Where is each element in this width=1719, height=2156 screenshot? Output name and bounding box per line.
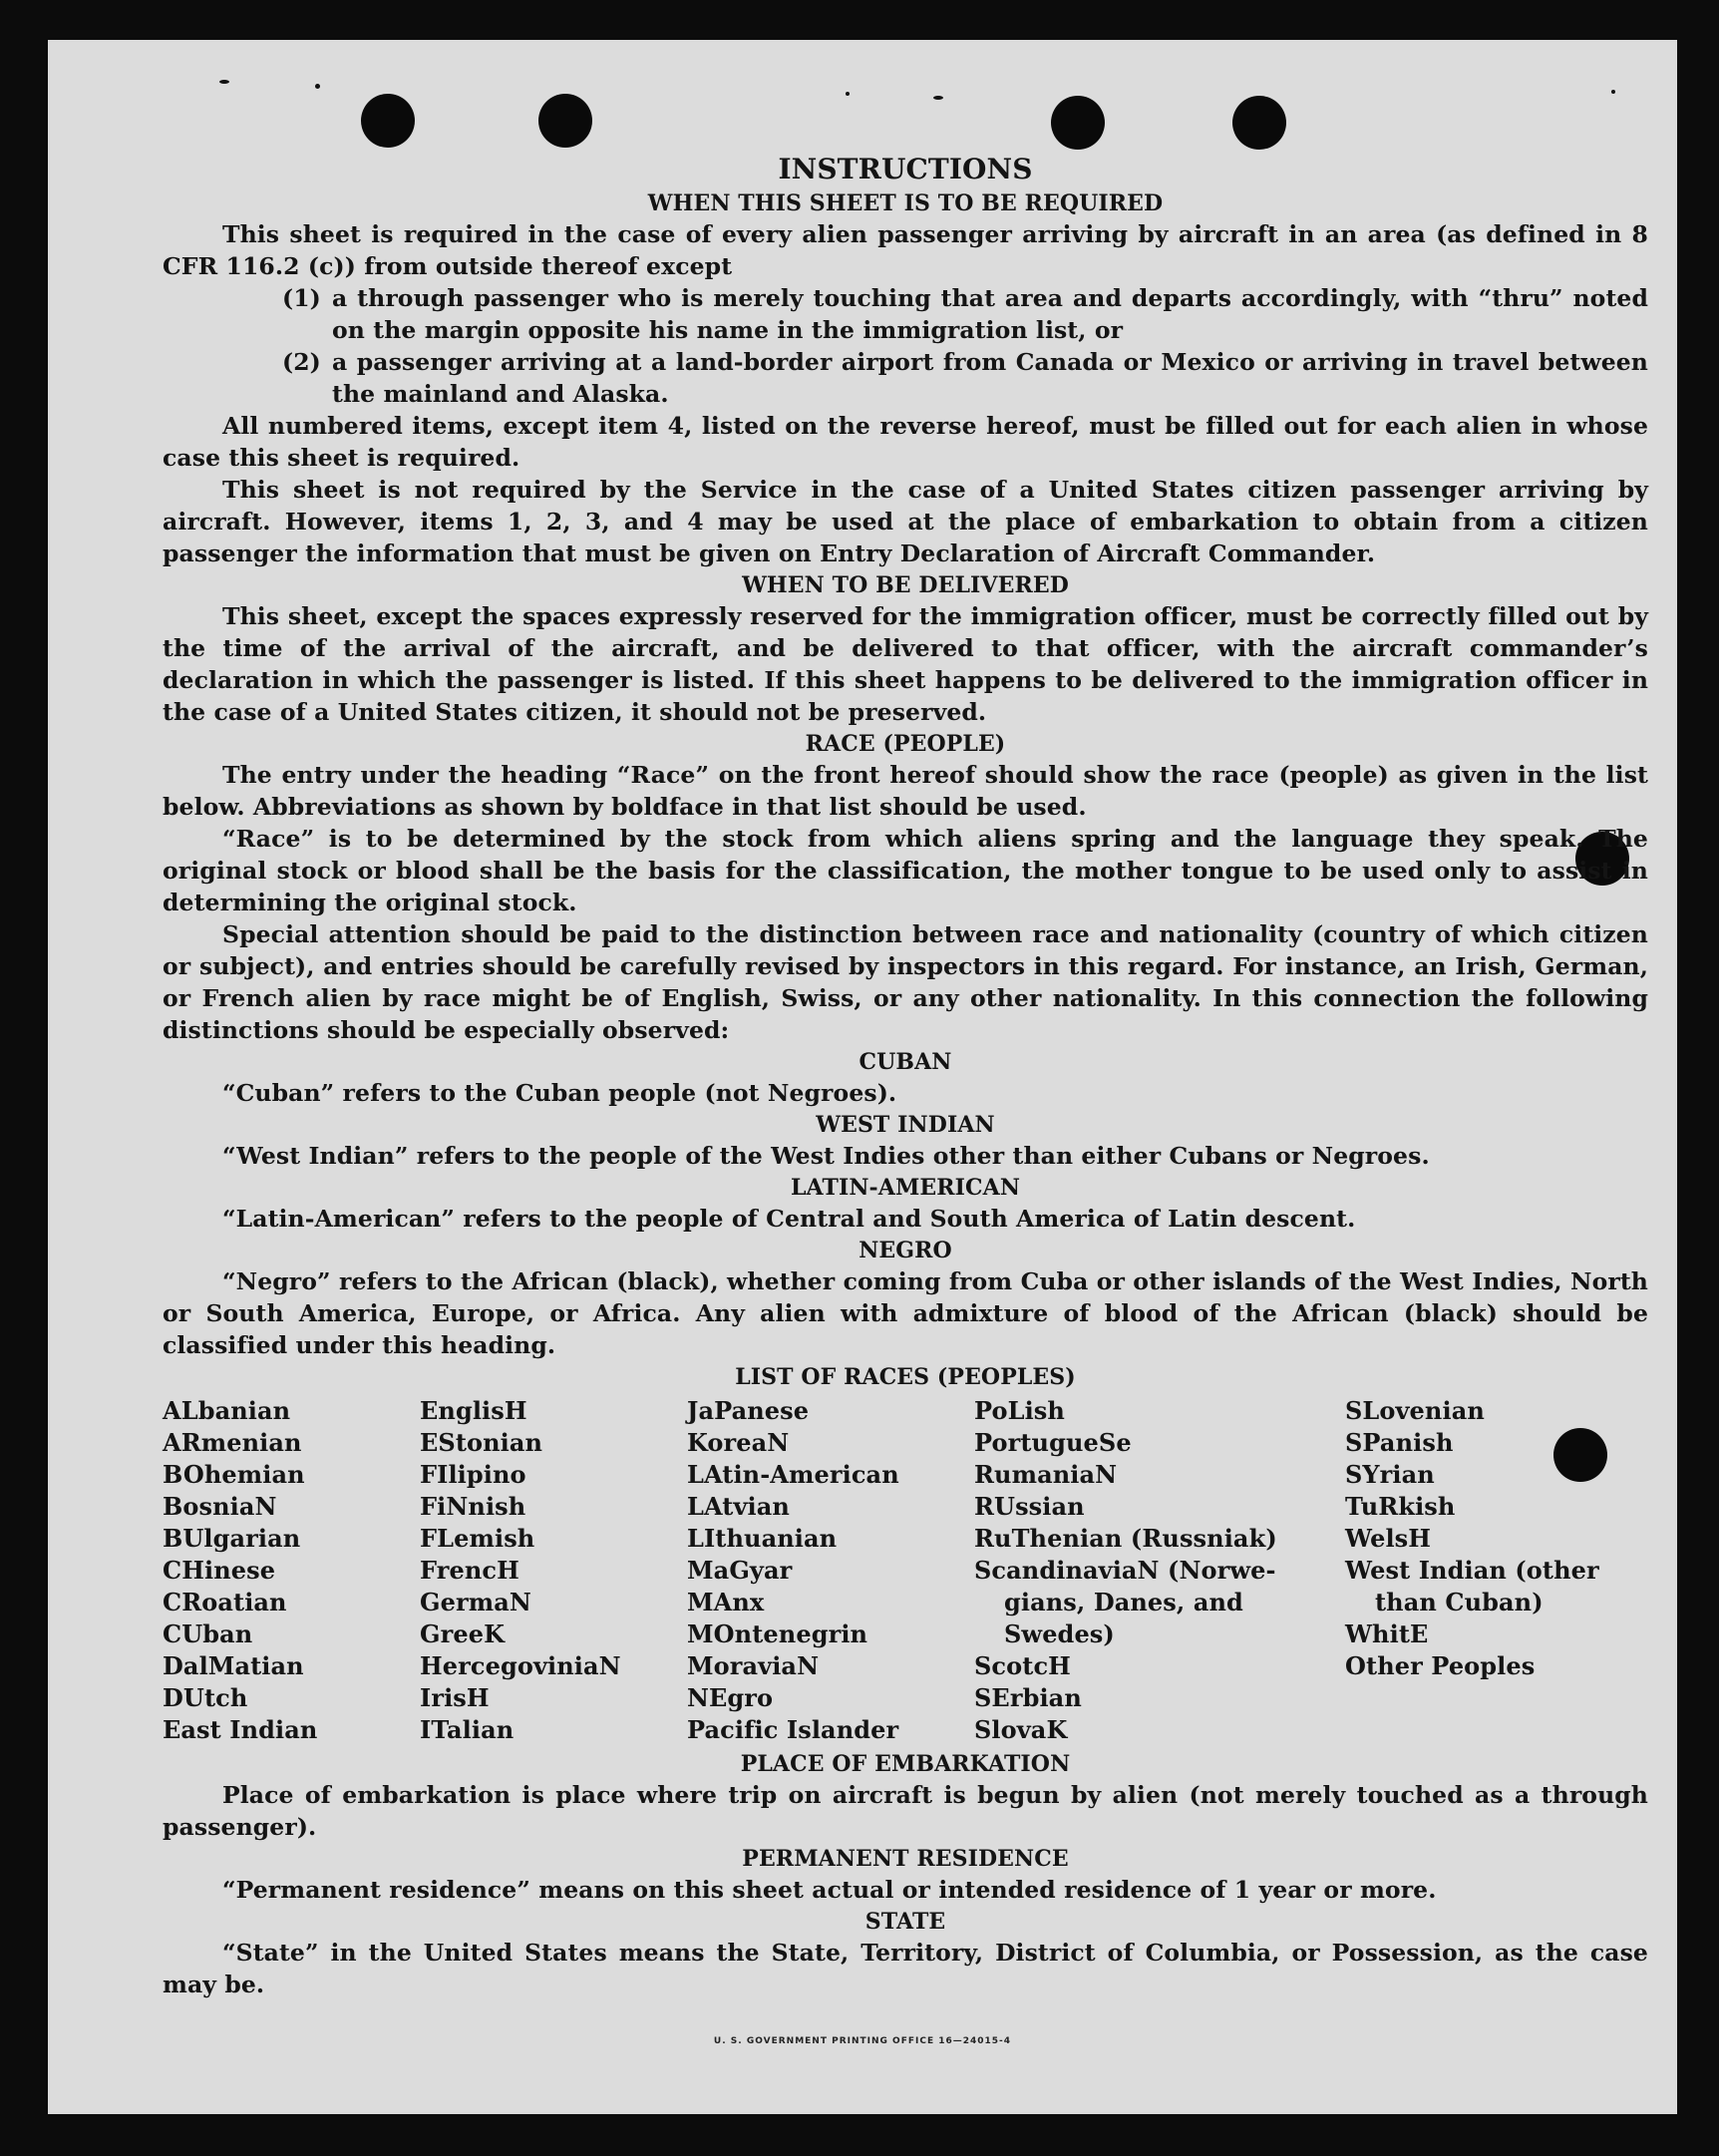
- section-heading: CUBAN: [859, 1049, 952, 1075]
- race-entry: ARmenian: [163, 1428, 302, 1457]
- paragraph: Special attention should be paid to the distinction between race and nationality (country of which citizen or subject), and entries should be carefully revised by inspectors in this regard. For instance, an Irish, German, or French alien by race might be of English, Swiss, or any other nationality. In this connection the following distinctions should be especially observed:: [163, 920, 1648, 1044]
- race-entry: LAtvian: [687, 1492, 790, 1521]
- paragraph: “Negro” refers to the African (black), whether coming from Cuba or other islands of the West Indies, North or South America, Europe, or Africa. Any alien with admixture of blood of the African (black) should be classified under this heading.: [163, 1267, 1648, 1359]
- race-entry: ScotcH: [974, 1651, 1071, 1680]
- speck: [846, 92, 850, 96]
- race-column: [1345, 1395, 1648, 1746]
- race-entry: ITalian: [420, 1715, 515, 1744]
- race-entry: LIthuanian: [687, 1524, 838, 1553]
- speck: [219, 80, 229, 84]
- speck: [315, 84, 320, 89]
- race-entry: FIlipino: [420, 1460, 526, 1489]
- paragraph: All numbered items, except item 4, listed on the reverse hereof, must be filled out for each alien in whose case this sheet is required.: [163, 412, 1648, 472]
- race-entry: CRoatian: [163, 1588, 287, 1617]
- paragraph: “Race” is to be determined by the stock from which aliens spring and the language they speak. The original stock or blood shall be the basis for the classification, the mother tongue to be used only to assist in determining the original stock.: [163, 825, 1648, 916]
- document-page: [48, 40, 1677, 2114]
- race-entry: SLovenian: [1345, 1396, 1485, 1425]
- race-entry: WhitE: [1345, 1619, 1429, 1648]
- race-entry: GermaN: [420, 1588, 531, 1617]
- section-heading: RACE (PEOPLE): [805, 731, 1006, 757]
- item-number: (1): [282, 284, 321, 312]
- section-heading: WHEN TO BE DELIVERED: [742, 572, 1069, 598]
- race-entry: EnglisH: [420, 1396, 527, 1425]
- race-entry: SErbian: [974, 1683, 1082, 1712]
- race-entry: JaPanese: [687, 1396, 810, 1425]
- definition: “Latin-American” refers to the people of Central and South America of Latin descent.: [222, 1205, 1356, 1233]
- definition: “West Indian” refers to the people of the West Indies other than either Cubans or Negroes.: [222, 1142, 1430, 1170]
- race-entry: TuRkish: [1345, 1492, 1456, 1521]
- paragraph: The entry under the heading “Race” on the front hereof should show the race (people) as given in the list below. Abbreviations as shown by boldface in that list should be used.: [163, 761, 1648, 821]
- race-entry: SlovaK: [974, 1715, 1068, 1744]
- page-title: INSTRUCTIONS: [778, 153, 1033, 185]
- race-entry: HercegoviniaN: [420, 1651, 621, 1680]
- race-entry: ScandinaviaN (Norwe-: [974, 1556, 1276, 1585]
- race-entry: RUssian: [974, 1492, 1085, 1521]
- paragraph: Place of embarkation is place where trip on aircraft is begun by alien (not merely touched as a through passenger).: [163, 1781, 1648, 1841]
- paragraph: This sheet, except the spaces expressly reserved for the immigration officer, must be correctly filled out by the time of the arrival of the aircraft, and be delivered to that officer, with the aircraft commander’s declaration in which the passenger is listed. If this sheet happens to be delivered to the immigration officer in the case of a United States citizen, it should not be preserved.: [163, 602, 1648, 726]
- race-entry: East Indian: [163, 1715, 318, 1744]
- race-entry: CHinese: [163, 1556, 276, 1585]
- section-heading: WEST INDIAN: [816, 1112, 995, 1138]
- section-heading: WHEN THIS SHEET IS TO BE REQUIRED: [647, 190, 1164, 216]
- section-heading: PERMANENT RESIDENCE: [742, 1846, 1069, 1872]
- race-column: [163, 1395, 420, 1746]
- item-text: a passenger arriving at a land-border airport from Canada or Mexico or arriving in travel between the mainland and Alaska.: [332, 348, 1648, 408]
- race-column: [420, 1395, 687, 1746]
- race-entry: LAtin-American: [687, 1460, 899, 1489]
- section-heading: NEGRO: [859, 1238, 952, 1263]
- race-entry: WelsH: [1345, 1524, 1432, 1553]
- race-entry: MOntenegrin: [687, 1619, 868, 1648]
- race-entry: ALbanian: [163, 1396, 291, 1425]
- race-entry: NEgro: [687, 1683, 774, 1712]
- section-heading: STATE: [864, 1909, 946, 1935]
- paragraph: “State” in the United States means the State, Territory, District of Columbia, or Possession, as the case may be.: [163, 1939, 1648, 1998]
- race-entry: BOhemian: [163, 1460, 305, 1489]
- paragraph: This sheet is required in the case of every alien passenger arriving by aircraft in an area (as defined in 8 CFR 116.2 (c)) from outside thereof except: [163, 220, 1648, 280]
- race-entry: DalMatian: [163, 1651, 304, 1680]
- printing-office-imprint: U. S. GOVERNMENT PRINTING OFFICE 16—24015-4: [713, 2036, 1012, 2046]
- race-entry: KoreaN: [687, 1428, 790, 1457]
- race-entry: SYrian: [1345, 1460, 1435, 1489]
- race-entry: FrencH: [420, 1556, 519, 1585]
- race-entry: FLemish: [420, 1524, 535, 1553]
- list-item: [282, 346, 1648, 410]
- race-entry-continued: gians, Danes, and: [1004, 1588, 1243, 1617]
- punch-hole: [1232, 96, 1286, 150]
- race-entry: MaGyar: [687, 1556, 793, 1585]
- item-text: a through passenger who is merely touching that area and departs accordingly, with “thru” noted on the margin opposite his name in the immigration list, or: [332, 284, 1648, 344]
- race-entry: RumaniaN: [974, 1460, 1118, 1489]
- race-entry: PortugueSe: [974, 1428, 1132, 1457]
- punch-hole: [538, 94, 592, 148]
- race-entry: BUlgarian: [163, 1524, 301, 1553]
- race-entry: Pacific Islander: [687, 1715, 899, 1744]
- race-entry: MAnx: [687, 1588, 765, 1617]
- race-entry: Other Peoples: [1345, 1651, 1536, 1680]
- race-entry: PoLish: [974, 1396, 1065, 1425]
- section-heading: LIST OF RACES (PEOPLES): [735, 1364, 1076, 1390]
- race-entry-continued: than Cuban): [1375, 1588, 1544, 1617]
- list-item: [282, 282, 1648, 346]
- definition: “Permanent residence” means on this sheet actual or intended residence of 1 year or more.: [222, 1876, 1437, 1904]
- punch-hole: [1051, 96, 1105, 150]
- speck: [933, 96, 943, 100]
- race-entry: BosniaN: [163, 1492, 277, 1521]
- race-entry: EStonian: [420, 1428, 543, 1457]
- speck: [1611, 90, 1615, 94]
- section-heading: PLACE OF EMBARKATION: [740, 1751, 1071, 1777]
- instructions-body: [163, 148, 1648, 2000]
- race-entry: RuThenian (Russniak): [974, 1524, 1277, 1553]
- race-entry: GreeK: [420, 1619, 506, 1648]
- race-entry-continued: Swedes): [1004, 1619, 1115, 1648]
- race-entry: MoraviaN: [687, 1651, 820, 1680]
- race-entry: IrisH: [420, 1683, 490, 1712]
- definition: “Cuban” refers to the Cuban people (not Negroes).: [222, 1079, 897, 1107]
- item-number: (2): [282, 348, 321, 376]
- race-entry: CUban: [163, 1619, 253, 1648]
- race-list: [163, 1395, 1648, 1746]
- race-column: [974, 1395, 1345, 1746]
- race-entry: West Indian (other: [1345, 1556, 1599, 1585]
- race-entry: DUtch: [163, 1683, 248, 1712]
- race-column: [687, 1395, 974, 1746]
- paragraph: This sheet is not required by the Service in the case of a United States citizen passenger arriving by aircraft. However, items 1, 2, 3, and 4 may be used at the place of embarkation to obtain from a citizen passenger the information that must be given on Entry Declaration of Aircraft Commander.: [163, 476, 1648, 567]
- race-entry: SPanish: [1345, 1428, 1454, 1457]
- race-entry: FiNnish: [420, 1492, 526, 1521]
- punch-hole: [361, 94, 415, 148]
- section-heading: LATIN-AMERICAN: [790, 1175, 1021, 1201]
